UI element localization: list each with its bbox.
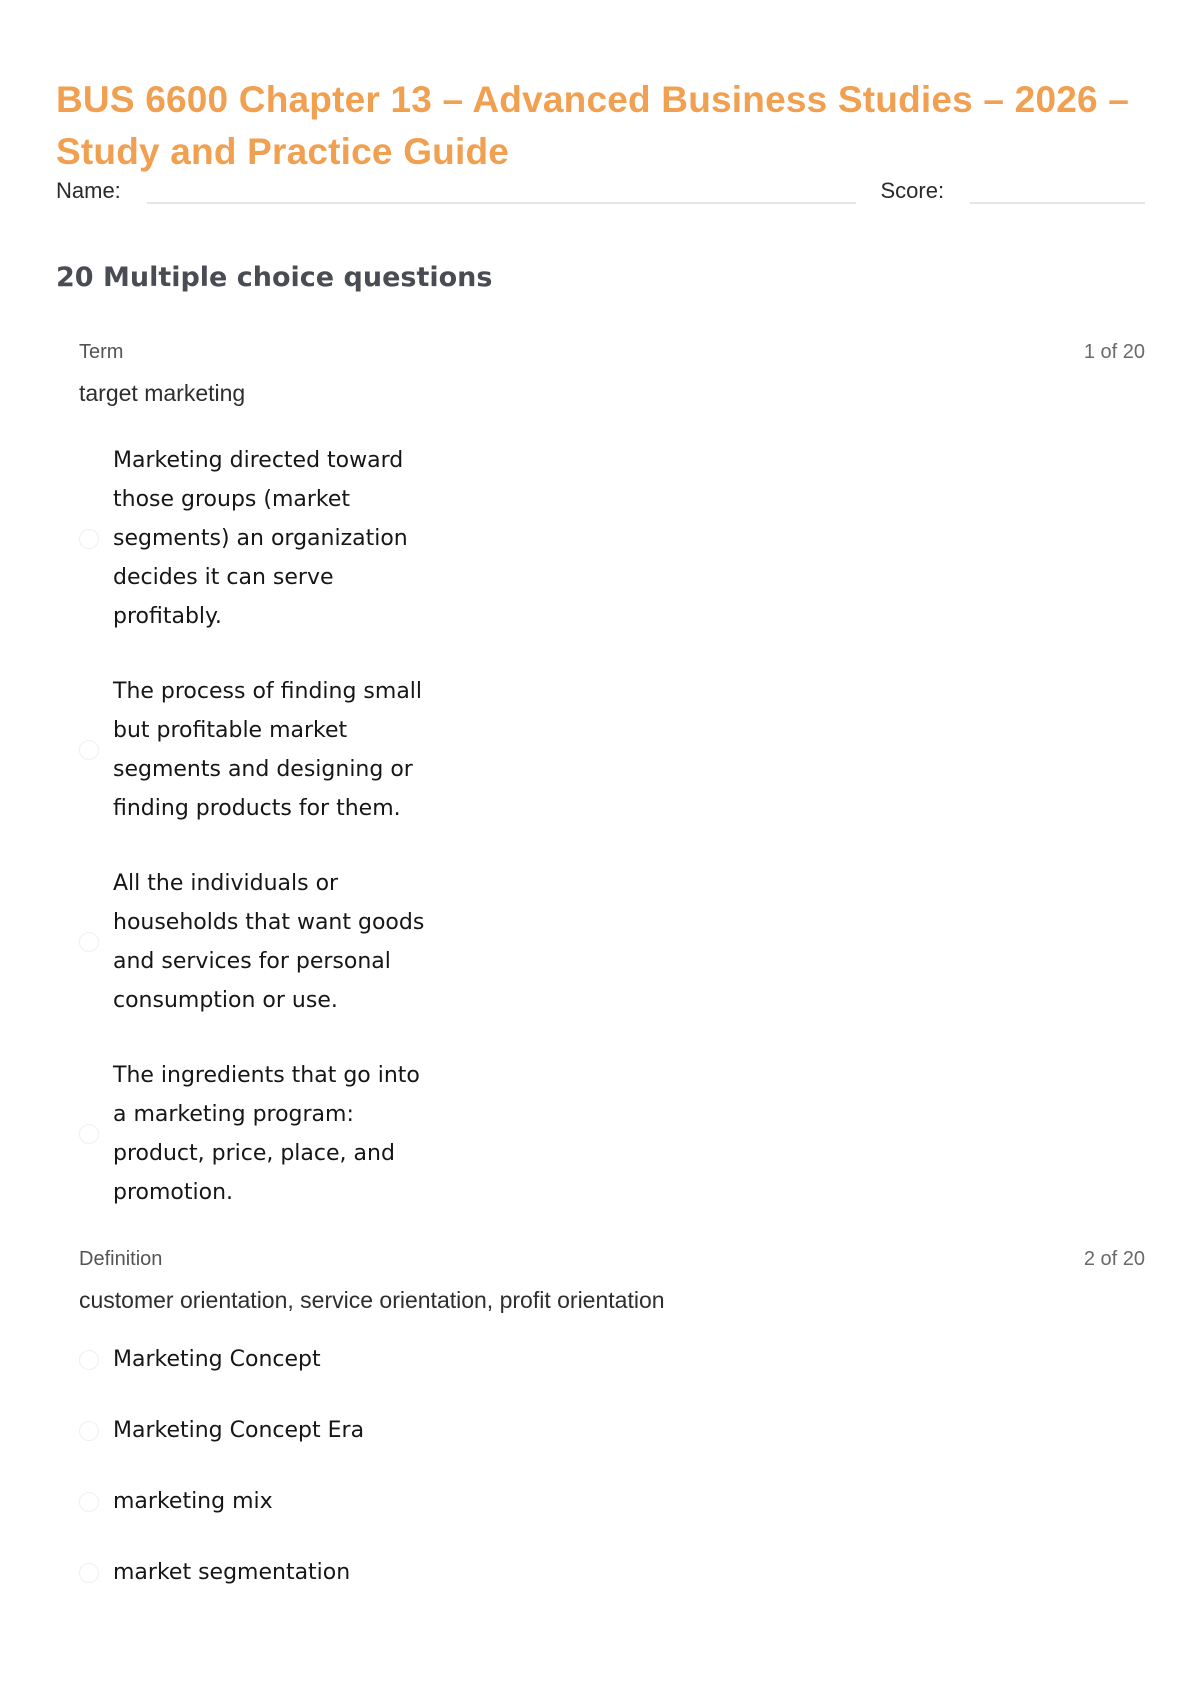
answer-option[interactable] xyxy=(79,672,1145,828)
answer-option-text: Marketing Concept xyxy=(113,1347,321,1372)
radio-button[interactable] xyxy=(79,1563,99,1583)
answer-option[interactable] xyxy=(79,1056,1145,1212)
answer-option[interactable] xyxy=(79,1482,1145,1521)
answer-options xyxy=(79,441,1145,1212)
answer-option-text: market segmentation xyxy=(113,1560,351,1585)
question-meta xyxy=(79,341,1145,364)
question-prompt: customer orientation, service orientation, profit orientation xyxy=(79,1287,665,1313)
answer-option-text: The process of finding small but profitable market segments and designing or finding products for them. xyxy=(113,679,423,821)
question-meta xyxy=(79,1248,1145,1271)
score-field[interactable] xyxy=(970,172,1145,204)
radio-button[interactable] xyxy=(79,529,99,549)
section-heading: 20 Multiple choice questions xyxy=(56,262,493,293)
radio-button[interactable] xyxy=(79,740,99,760)
answer-option-text: All the individuals or households that want goods and services for personal consumption or use. xyxy=(113,871,425,1013)
answer-options xyxy=(79,1340,1145,1592)
radio-button[interactable] xyxy=(79,1492,99,1512)
name-label: Name: xyxy=(56,178,121,203)
radio-button[interactable] xyxy=(79,1124,99,1144)
answer-option-text: The ingredients that go into a marketing program: product, price, place, and promotion. xyxy=(113,1063,420,1205)
score-label: Score: xyxy=(880,178,945,203)
answer-option-text: Marketing Concept Era xyxy=(113,1418,365,1443)
answer-option[interactable] xyxy=(79,441,1145,636)
question-type-label: Definition xyxy=(79,1248,163,1270)
answer-option[interactable] xyxy=(79,1553,1145,1592)
question-prompt: target marketing xyxy=(79,380,246,406)
answer-option[interactable] xyxy=(79,1340,1145,1379)
question-counter: 1 of 20 xyxy=(1083,341,1145,363)
question-type-label: Term xyxy=(79,341,124,363)
radio-button[interactable] xyxy=(79,932,99,952)
radio-button[interactable] xyxy=(79,1421,99,1441)
answer-option-text: Marketing directed toward those groups (market segments) an organization decides it can serve profitably. xyxy=(113,448,408,629)
name-field[interactable] xyxy=(147,172,856,204)
document-title: BUS 6600 Chapter 13 – Advanced Business Studies – 2026 – Study and Practice Guide xyxy=(56,79,1130,172)
question-counter: 2 of 20 xyxy=(1083,1248,1145,1270)
answer-option[interactable] xyxy=(79,864,1145,1020)
question-1 xyxy=(56,341,1145,1212)
name-score-row xyxy=(56,170,1145,204)
radio-button[interactable] xyxy=(79,1350,99,1370)
question-2 xyxy=(56,1248,1145,1592)
answer-option-text: marketing mix xyxy=(113,1489,273,1514)
answer-option[interactable] xyxy=(79,1411,1145,1450)
